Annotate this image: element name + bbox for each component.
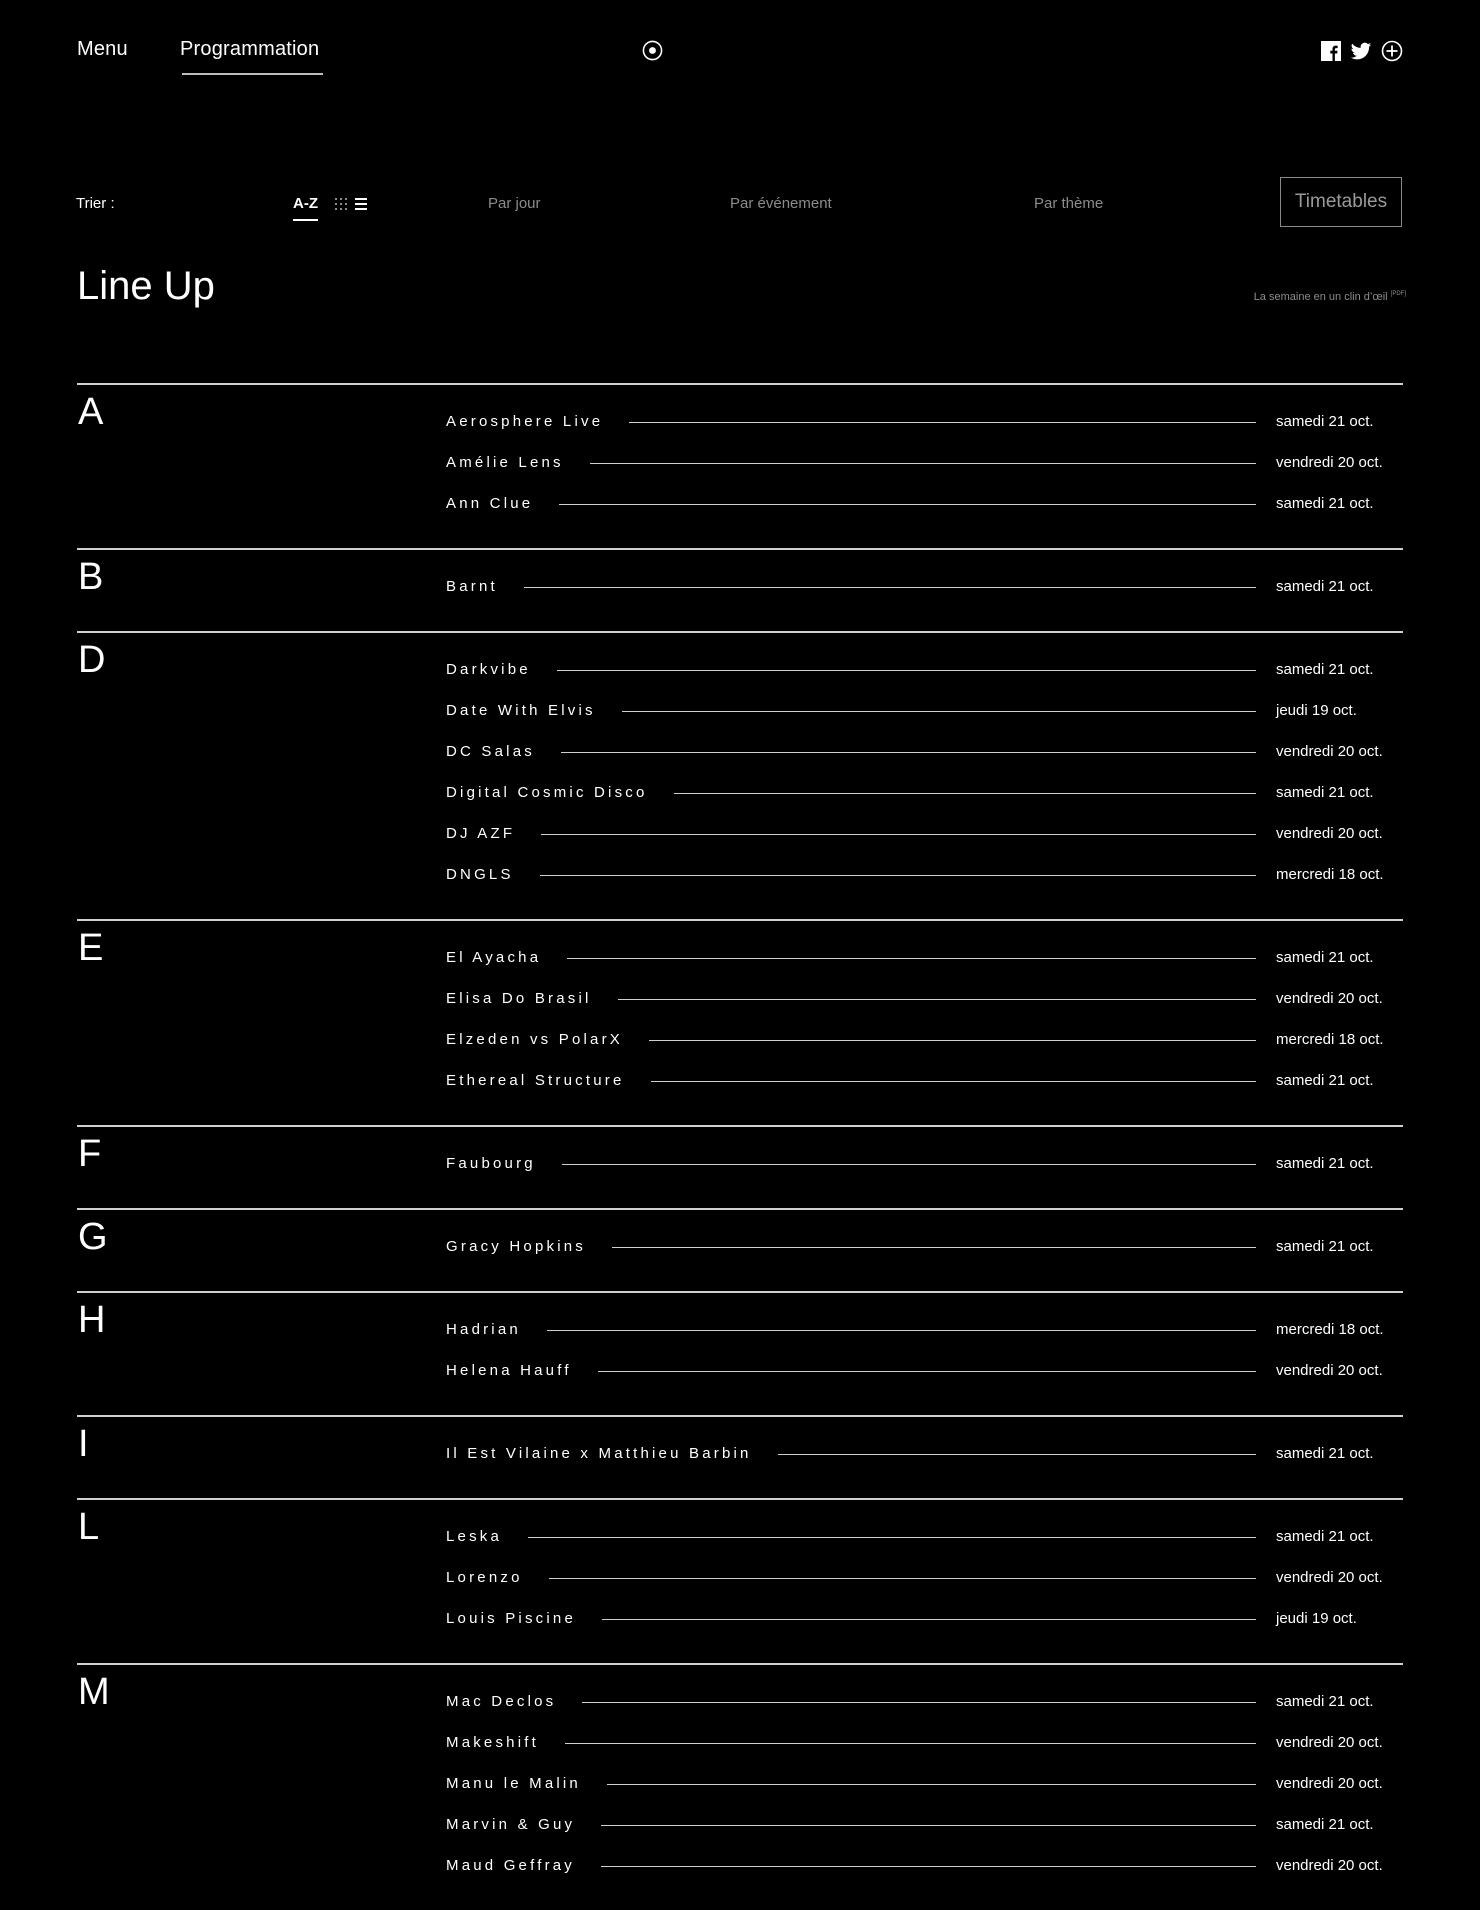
row-divider-line	[674, 793, 1256, 794]
artist-row[interactable]	[77, 1315, 1403, 1356]
artist-date: samedi 21 oct.	[1276, 1816, 1374, 1833]
row-divider-line	[598, 1371, 1256, 1372]
row-divider-line	[602, 1619, 1256, 1620]
artist-date: mercredi 18 oct.	[1276, 1321, 1384, 1338]
artist-name: Il Est Vilaine x Matthieu Barbin	[446, 1445, 752, 1462]
section-letter: D	[78, 639, 106, 681]
artist-link[interactable]	[446, 454, 1256, 471]
artist-date: samedi 21 oct.	[1276, 784, 1374, 801]
artist-row[interactable]	[77, 1604, 1403, 1645]
artist-date: samedi 21 oct.	[1276, 495, 1374, 512]
artist-link[interactable]	[446, 578, 1256, 595]
artist-row[interactable]	[77, 572, 1403, 613]
artist-name: Gracy Hopkins	[446, 1238, 586, 1255]
artist-row[interactable]	[77, 1810, 1403, 1851]
artist-link[interactable]	[446, 1238, 1256, 1255]
artist-name: DC Salas	[446, 743, 535, 760]
artist-link[interactable]	[446, 1775, 1256, 1792]
site-header	[0, 0, 1480, 100]
artist-name: Makeshift	[446, 1734, 539, 1751]
letter-section-l	[77, 1498, 1403, 1663]
artist-row[interactable]	[77, 655, 1403, 696]
row-divider-line	[649, 1040, 1256, 1041]
letter-section-d	[77, 631, 1403, 919]
artist-link[interactable]	[446, 784, 1256, 801]
artist-link[interactable]	[446, 1362, 1256, 1379]
artist-name: Manu le Malin	[446, 1775, 581, 1792]
artist-row[interactable]	[77, 1522, 1403, 1563]
sort-bar	[0, 175, 1480, 231]
artist-name: El Ayacha	[446, 949, 542, 966]
row-divider-line	[524, 587, 1256, 588]
facebook-icon[interactable]	[1320, 40, 1342, 62]
row-divider-line	[549, 1578, 1256, 1579]
artist-link[interactable]	[446, 743, 1256, 760]
artist-date: samedi 21 oct.	[1276, 1528, 1374, 1545]
artist-name: Faubourg	[446, 1155, 536, 1172]
artist-link[interactable]	[446, 495, 1256, 512]
sort-label: Trier :	[76, 195, 115, 212]
row-divider-line	[582, 1702, 1256, 1703]
artist-name: Darkvibe	[446, 661, 531, 678]
artist-link[interactable]	[446, 702, 1256, 719]
artist-date: vendredi 20 oct.	[1276, 1734, 1383, 1751]
artist-link[interactable]	[446, 825, 1256, 842]
sort-by-event[interactable]: Par événement	[730, 195, 832, 212]
artist-row[interactable]	[77, 737, 1403, 778]
artist-row[interactable]	[77, 407, 1403, 448]
artist-name: Leska	[446, 1528, 503, 1545]
row-divider-line	[590, 463, 1256, 464]
artist-date: jeudi 19 oct.	[1276, 1610, 1357, 1627]
letter-section-f	[77, 1125, 1403, 1208]
artist-row[interactable]	[77, 1851, 1403, 1892]
artist-link[interactable]	[446, 1569, 1256, 1586]
row-divider-line	[601, 1825, 1256, 1826]
row-divider-line	[562, 1164, 1256, 1165]
timetables-button[interactable]: Timetables	[1280, 177, 1402, 227]
row-divider-line	[651, 1081, 1257, 1082]
pdf-badge: [PDF]	[1390, 291, 1406, 297]
artist-row[interactable]	[77, 1769, 1403, 1810]
artist-name: Mac Declos	[446, 1693, 557, 1710]
artist-date: samedi 21 oct.	[1276, 949, 1374, 966]
artist-link[interactable]	[446, 1321, 1256, 1338]
letter-section-b	[77, 548, 1403, 631]
row-divider-line	[618, 999, 1256, 1000]
artist-date: jeudi 19 oct.	[1276, 702, 1357, 719]
artist-name: Digital Cosmic Disco	[446, 784, 648, 801]
lineup-list	[77, 383, 1403, 1910]
page-title: Line Up	[77, 264, 215, 308]
active-tab-underline	[182, 73, 323, 75]
artist-link[interactable]	[446, 1816, 1256, 1833]
artist-row[interactable]	[77, 860, 1403, 901]
letter-section-e	[77, 919, 1403, 1125]
row-divider-line	[629, 422, 1256, 423]
artist-link[interactable]	[446, 1155, 1256, 1172]
section-letter: M	[78, 1671, 110, 1713]
artist-row[interactable]	[77, 778, 1403, 819]
artist-link[interactable]	[446, 990, 1256, 1007]
artist-link[interactable]	[446, 1528, 1256, 1545]
section-letter: F	[78, 1133, 102, 1175]
artist-row[interactable]	[77, 1066, 1403, 1107]
artist-date: samedi 21 oct.	[1276, 1445, 1374, 1462]
logo-icon[interactable]	[642, 40, 663, 61]
artist-date: vendredi 20 oct.	[1276, 1857, 1383, 1874]
artist-link[interactable]	[446, 1445, 1256, 1462]
artist-date: samedi 21 oct.	[1276, 1072, 1374, 1089]
section-letter: G	[78, 1216, 108, 1258]
row-divider-line	[607, 1784, 1256, 1785]
artist-date: samedi 21 oct.	[1276, 413, 1374, 430]
artist-name: DJ AZF	[446, 825, 516, 842]
twitter-icon[interactable]	[1350, 40, 1372, 62]
artist-row[interactable]	[77, 819, 1403, 860]
artist-name: Helena Hauff	[446, 1362, 572, 1379]
row-divider-line	[778, 1454, 1256, 1455]
artist-link[interactable]	[446, 661, 1256, 678]
artist-link[interactable]	[446, 1072, 1256, 1089]
artist-link[interactable]	[446, 1610, 1256, 1627]
section-letter: E	[78, 927, 104, 969]
artist-name: Elisa Do Brasil	[446, 990, 592, 1007]
artist-date: vendredi 20 oct.	[1276, 454, 1383, 471]
letter-section-h	[77, 1291, 1403, 1415]
row-divider-line	[561, 752, 1256, 753]
list-view-icon[interactable]	[355, 198, 367, 210]
artist-date: mercredi 18 oct.	[1276, 1031, 1384, 1048]
row-divider-line	[557, 670, 1256, 671]
artist-date: vendredi 20 oct.	[1276, 743, 1383, 760]
section-letter: A	[78, 391, 104, 433]
row-divider-line	[559, 504, 1256, 505]
week-pdf-link[interactable]	[1254, 291, 1406, 303]
artist-name: Amélie Lens	[446, 454, 564, 471]
letter-section-a	[77, 383, 1403, 548]
row-divider-line	[547, 1330, 1256, 1331]
artist-name: Ann Clue	[446, 495, 534, 512]
artist-link[interactable]	[446, 1031, 1256, 1048]
letter-section-g	[77, 1208, 1403, 1291]
artist-row[interactable]	[77, 943, 1403, 984]
row-divider-line	[528, 1537, 1256, 1538]
sort-by-theme[interactable]: Par thème	[1034, 195, 1104, 212]
artist-link[interactable]	[446, 1693, 1256, 1710]
section-letter: B	[78, 556, 104, 598]
row-divider-line	[622, 711, 1256, 712]
artist-link[interactable]	[446, 413, 1256, 430]
letter-section-i	[77, 1415, 1403, 1498]
artist-row[interactable]	[77, 448, 1403, 489]
artist-row[interactable]	[77, 1563, 1403, 1604]
artist-date: vendredi 20 oct.	[1276, 825, 1383, 842]
artist-date: vendredi 20 oct.	[1276, 990, 1383, 1007]
artist-name: Hadrian	[446, 1321, 521, 1338]
artist-link[interactable]	[446, 1734, 1256, 1751]
artist-date: samedi 21 oct.	[1276, 661, 1374, 678]
artist-name: Barnt	[446, 578, 498, 595]
artist-name: Elzeden vs PolarX	[446, 1031, 623, 1048]
artist-row[interactable]	[77, 1356, 1403, 1397]
add-circle-icon[interactable]	[1381, 40, 1403, 62]
artist-name: Maud Geffray	[446, 1857, 576, 1874]
artist-row[interactable]	[77, 1687, 1403, 1728]
letter-section-m	[77, 1663, 1403, 1910]
section-letter: L	[78, 1506, 100, 1548]
artist-row[interactable]	[77, 1025, 1403, 1066]
artist-date: samedi 21 oct.	[1276, 1155, 1374, 1172]
artist-date: samedi 21 oct.	[1276, 1238, 1374, 1255]
artist-link[interactable]	[446, 866, 1256, 883]
artist-row[interactable]	[77, 696, 1403, 737]
artist-name: Date With Elvis	[446, 702, 596, 719]
artist-date: samedi 21 oct.	[1276, 1693, 1374, 1710]
artist-row[interactable]	[77, 984, 1403, 1025]
artist-name: Lorenzo	[446, 1569, 523, 1586]
artist-name: Ethereal Structure	[446, 1072, 625, 1089]
row-divider-line	[601, 1866, 1256, 1867]
artist-name: Marvin & Guy	[446, 1816, 576, 1833]
row-divider-line	[567, 958, 1256, 959]
sort-az-underline	[293, 219, 318, 221]
artist-row[interactable]	[77, 1728, 1403, 1769]
artist-name: DNGLS	[446, 866, 514, 883]
artist-row[interactable]	[77, 1232, 1403, 1273]
artist-date: samedi 21 oct.	[1276, 578, 1374, 595]
row-divider-line	[565, 1743, 1256, 1744]
row-divider-line	[540, 875, 1256, 876]
section-letter: H	[78, 1299, 106, 1341]
artist-date: vendredi 20 oct.	[1276, 1775, 1383, 1792]
menu-link[interactable]: Menu	[77, 38, 128, 60]
row-divider-line	[612, 1247, 1256, 1248]
section-letter: I	[78, 1423, 89, 1465]
row-divider-line	[541, 834, 1256, 835]
artist-row[interactable]	[77, 1149, 1403, 1190]
sort-by-day[interactable]: Par jour	[488, 195, 541, 212]
artist-row[interactable]	[77, 1439, 1403, 1480]
artist-date: mercredi 18 oct.	[1276, 866, 1384, 883]
artist-link[interactable]	[446, 1857, 1256, 1874]
artist-link[interactable]	[446, 949, 1256, 966]
grid-view-icon[interactable]	[335, 198, 347, 210]
artist-name: Aerosphere Live	[446, 413, 604, 430]
sort-az-tab[interactable]: A-Z	[293, 195, 318, 212]
artist-date: vendredi 20 oct.	[1276, 1569, 1383, 1586]
artist-row[interactable]	[77, 489, 1403, 530]
programmation-link[interactable]: Programmation	[180, 38, 320, 60]
artist-date: vendredi 20 oct.	[1276, 1362, 1383, 1379]
pdf-link-text: La semaine en un clin d’œil	[1253, 291, 1388, 303]
artist-name: Louis Piscine	[446, 1610, 576, 1627]
